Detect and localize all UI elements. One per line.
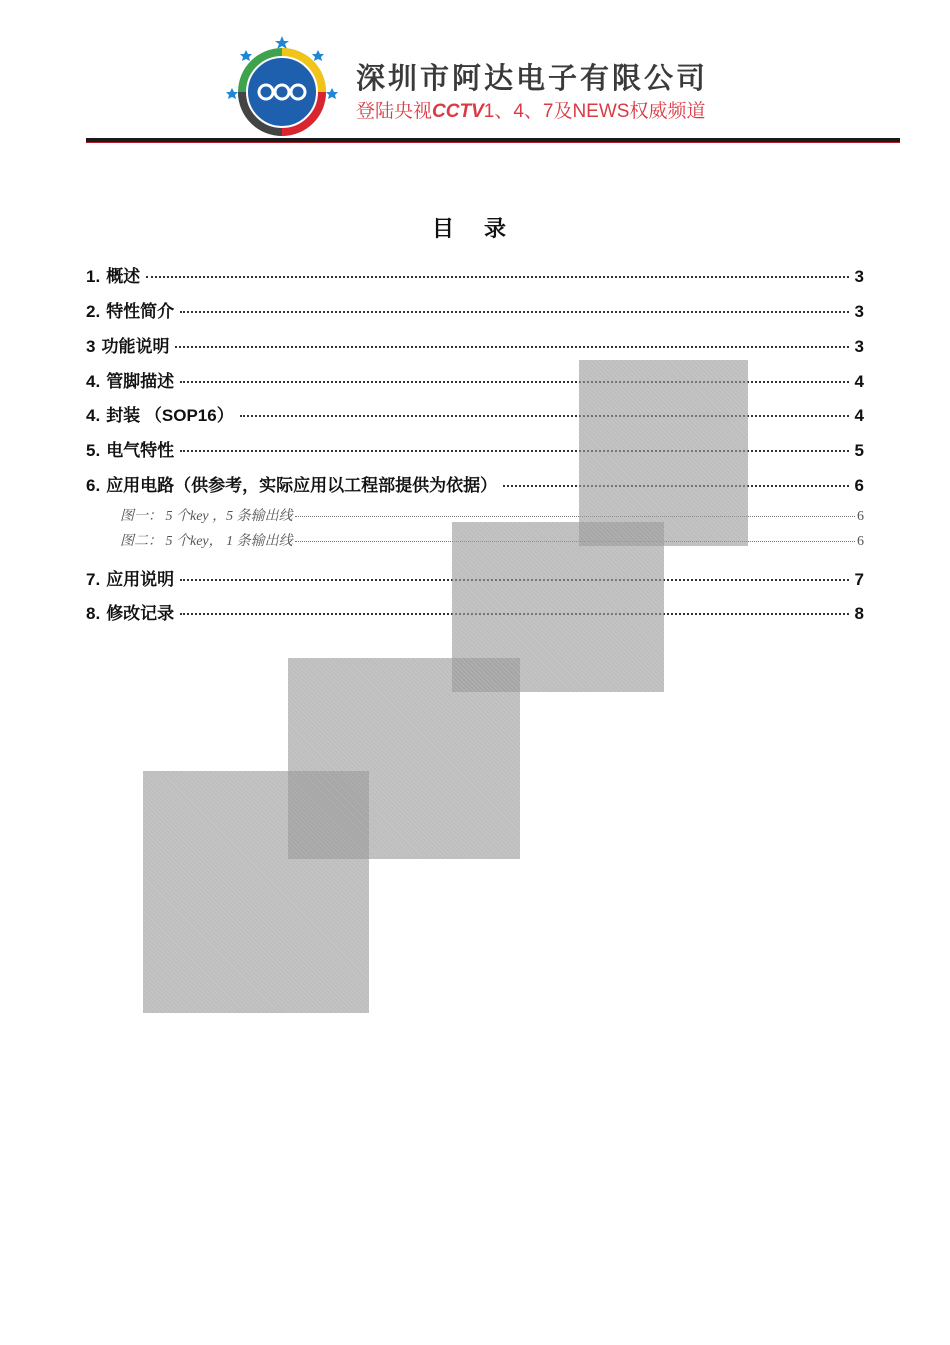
toc-entry-number: 4. — [86, 406, 101, 425]
toc-entry-number: 4. — [86, 372, 101, 391]
company-name: 深圳市阿达电子有限公司 — [356, 63, 709, 95]
slogan-suffix: 1、4、7及NEWS权威频道 — [483, 101, 706, 122]
toc-entry-label: 应用电路（供参考，实际应用以工程部提供为依据） — [106, 476, 498, 495]
company-logo — [226, 36, 338, 140]
toc-entry-number: 5. — [86, 441, 101, 460]
toc-page-number: 5 — [854, 441, 864, 460]
toc-entry-label: 管脚描述 — [106, 372, 175, 391]
toc-title: 目 录 — [431, 216, 519, 241]
slogan-cctv: CCTV — [432, 101, 484, 122]
toc-entry-label: 图二： 5 个key， 1 条输出线 — [120, 534, 293, 549]
toc-leader-dots — [295, 516, 855, 517]
toc-entry-label: 封装 （SOP16） — [106, 406, 234, 425]
toc-page-number: 4 — [854, 372, 864, 391]
toc-entry[interactable] — [86, 297, 864, 322]
toc-page-number: 3 — [854, 302, 864, 321]
toc-page-number: 7 — [854, 570, 864, 589]
toc-entry-number: 1. — [86, 267, 101, 286]
toc-leader-dots — [180, 381, 848, 383]
toc-page-number: 3 — [854, 267, 864, 286]
toc-entry[interactable] — [86, 262, 864, 287]
toc-page-number: 6 — [857, 534, 864, 549]
toc-leader-dots — [240, 415, 849, 417]
toc-entry-number: 8. — [86, 604, 101, 623]
toc-leader-dots — [180, 450, 848, 452]
toc-entry-number: 6. — [86, 476, 101, 495]
toc-leader-dots — [146, 276, 848, 278]
toc-entry-number: 3 — [86, 337, 96, 356]
toc-page-number: 8 — [854, 604, 864, 623]
company-slogan — [356, 96, 705, 123]
toc-entry-label: 应用说明 — [106, 570, 175, 589]
watermark-square — [143, 771, 369, 1013]
toc-leader-dots — [180, 311, 848, 313]
toc-entry-label: 概述 — [106, 267, 141, 286]
toc-page-number: 3 — [854, 337, 864, 356]
toc-entry[interactable] — [86, 332, 864, 357]
toc-page-number: 4 — [854, 406, 864, 425]
toc-entry-label: 电气特性 — [106, 441, 175, 460]
toc-leader-dots — [175, 346, 848, 348]
slogan-prefix: 登陆央视 — [356, 101, 433, 122]
toc-entry-label: 图一： 5 个key ，5 条输出线 — [120, 509, 293, 524]
toc-entry-label: 功能说明 — [101, 337, 170, 356]
toc-entry-label: 修改记录 — [106, 604, 175, 623]
toc-page-number: 6 — [854, 476, 864, 495]
toc-entry-number: 7. — [86, 570, 101, 589]
header-rule-accent — [86, 142, 900, 143]
toc-entry-label: 特性简介 — [106, 302, 175, 321]
watermark-square — [579, 360, 748, 546]
toc-entry-number: 2. — [86, 302, 101, 321]
document-header — [0, 0, 950, 150]
toc-page-number: 6 — [857, 509, 864, 524]
